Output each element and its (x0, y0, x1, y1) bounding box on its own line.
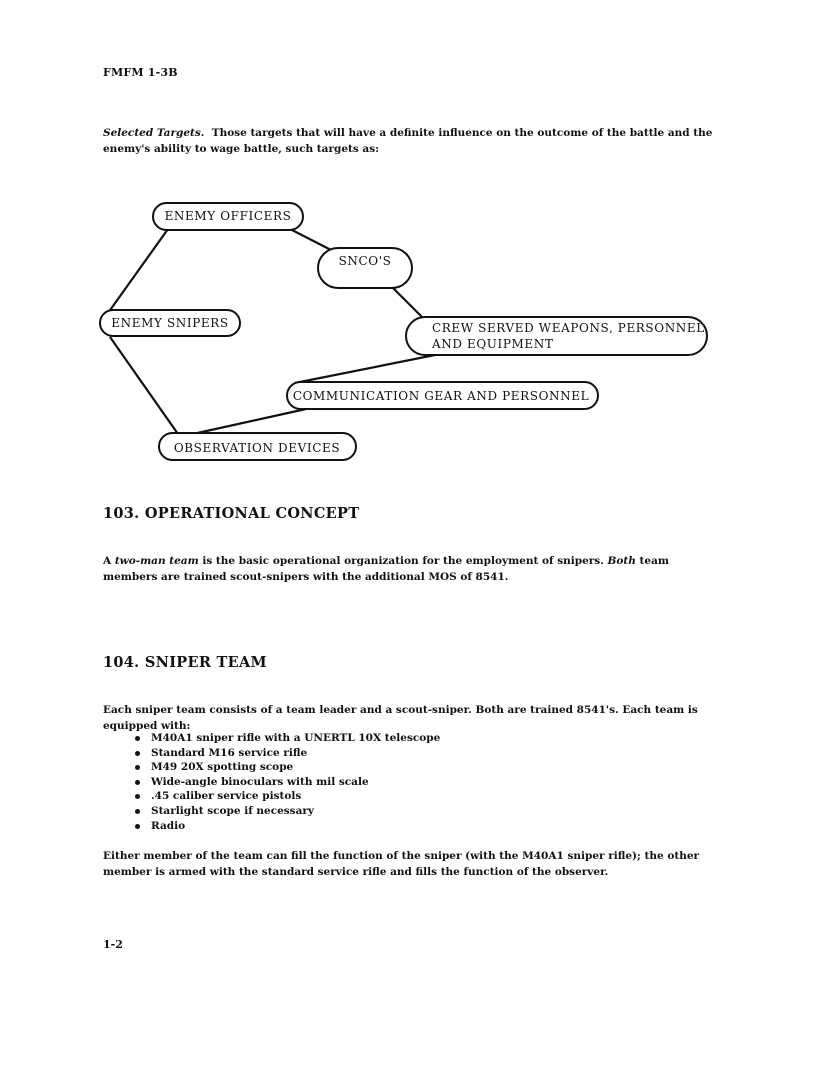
connector-officers-snipers (108, 229, 168, 313)
node-communication-label: COMMUNICATION GEAR AND PERSONNEL (292, 389, 590, 403)
concept-text-3: team members are trained scout-snipers with the additional MOS of 8541. (103, 555, 669, 583)
list-item: Radio (132, 819, 440, 834)
node-enemy-snipers-label: ENEMY SNIPERS (111, 316, 229, 330)
node-crew-line2: AND EQUIPMENT (432, 337, 554, 351)
selected-targets-text: Those targets that will have a definite influence on the outcome of the battle and the enemy's ability to wage battle, such targets as: (103, 127, 713, 155)
node-communication (287, 382, 598, 409)
concept-text-1: A (103, 555, 115, 567)
document-id: FMFM 1-3B (103, 66, 178, 79)
node-crew-served (406, 317, 709, 355)
page-number: 1-2 (103, 938, 123, 951)
section-104-heading: 104. SNIPER TEAM (103, 654, 267, 671)
node-enemy-officers (153, 203, 303, 230)
list-item: Starlight scope if necessary (132, 804, 440, 819)
node-observation-label: OBSERVATION DEVICES (173, 441, 341, 455)
node-snco-nco (318, 248, 412, 288)
concept-italic-1: two-man team (114, 555, 199, 567)
node-enemy-officers-label: ENEMY OFFICERS (164, 209, 292, 223)
list-item: Standard M16 service rifle (132, 746, 440, 761)
connector-snco-crew (393, 288, 423, 318)
operational-concept-paragraph (103, 553, 723, 585)
section-103-heading: 103. OPERATIONAL CONCEPT (103, 505, 360, 522)
concept-text-2: is the basic operational organization for the employment of snipers. (198, 555, 608, 567)
equipment-list (132, 731, 440, 833)
list-item: M49 20X spotting scope (132, 760, 440, 775)
sniper-team-intro: Each sniper team consists of a team leader and a scout-sniper. Both are trained 8541's. Each team is equipped with: (103, 704, 698, 732)
node-enemy-snipers (100, 310, 240, 336)
list-item: M40A1 sniper rifle with a UNERTL 10X telescope (132, 731, 440, 746)
node-snco-label: SNCO'S (338, 254, 392, 268)
sniper-team-closing: Either member of the team can fill the function of the sniper (with the M40A1 sniper rifle); the other member is armed with the standard service rifle and fills the function of the observer. (103, 850, 700, 878)
selected-targets-lead: Selected Targets. (103, 127, 205, 139)
node-observation (159, 433, 356, 460)
node-crew-line1: CREW SERVED WEAPONS, PERSONNEL, (432, 321, 710, 335)
connector-snipers-observation (110, 337, 178, 434)
connector-communication-observation (193, 407, 315, 434)
concept-italic-2: Both (607, 555, 636, 567)
list-item: Wide-angle binoculars with mil scale (132, 775, 440, 790)
connector-officers-snco (290, 229, 333, 251)
connector-crew-communication (295, 353, 445, 383)
list-item: .45 caliber service pistols (132, 789, 440, 804)
